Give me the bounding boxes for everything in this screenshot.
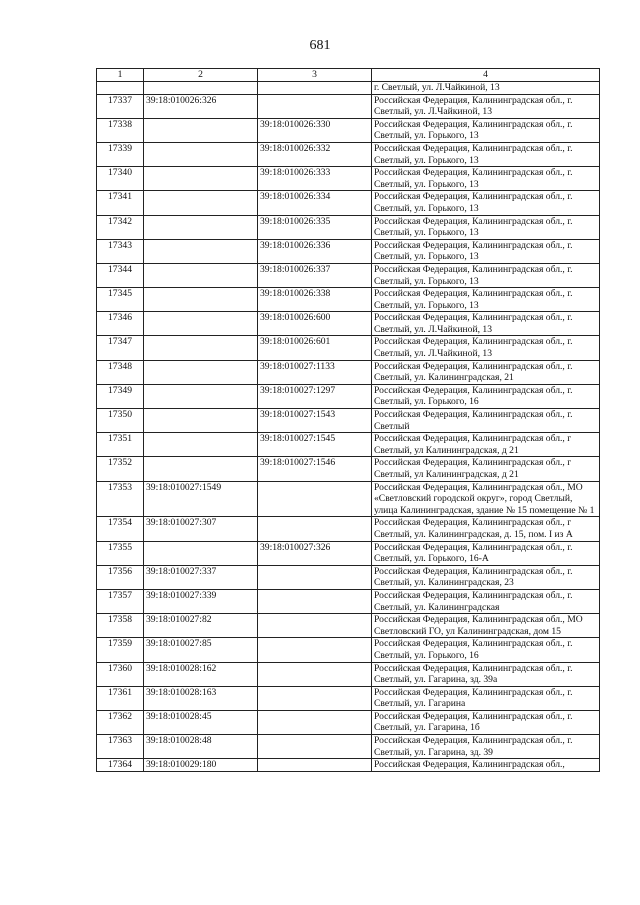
table-row — [97, 541, 600, 565]
cadastral-number-cell — [144, 336, 258, 360]
row-number-cell: 17363 — [97, 735, 144, 759]
row-number-cell: 17337 — [97, 94, 144, 118]
cadastral-number-cell: 39:18:010027:337 — [144, 565, 258, 589]
cadastral-number-cell — [144, 191, 258, 215]
column-header: 1 — [97, 69, 144, 82]
cadastral-number-cell — [258, 710, 372, 734]
row-number-cell: 17361 — [97, 686, 144, 710]
cadastral-number-cell: 39:18:010026:338 — [258, 288, 372, 312]
cadastral-number-cell — [258, 686, 372, 710]
address-cell: Российская Федерация, Калининградская обл., г. Светлый, ул. Горького, 13 — [372, 239, 600, 263]
address-cell: г. Светлый, ул. Л.Чайкиной, 13 — [372, 82, 600, 95]
cadastral-number-cell: 39:18:010027:326 — [258, 541, 372, 565]
cadastral-number-cell — [144, 239, 258, 263]
address-cell: Российская Федерация, Калининградская обл., г. Светлый, ул. Горького, 16 — [372, 638, 600, 662]
table-row — [97, 336, 600, 360]
address-cell: Российская Федерация, Калининградская обл., МО Светловский ГО, ул Калининградская, дом 15 — [372, 614, 600, 638]
row-number-cell: 17349 — [97, 384, 144, 408]
row-number-cell — [97, 82, 144, 95]
row-number-cell: 17353 — [97, 481, 144, 517]
cadastral-number-cell: 39:18:010026:326 — [144, 94, 258, 118]
row-number-cell: 17348 — [97, 360, 144, 384]
continuation-row — [97, 82, 600, 95]
row-number-cell: 17357 — [97, 589, 144, 613]
table-body — [97, 82, 600, 772]
row-number-cell: 17362 — [97, 710, 144, 734]
page-number: 681 — [309, 38, 331, 53]
cadastral-number-cell — [144, 142, 258, 166]
table-row — [97, 638, 600, 662]
address-cell: Российская Федерация, Калининградская обл., г. Светлый, ул. Гагарина, 1б — [372, 710, 600, 734]
cadastral-number-cell: 39:18:010028:163 — [144, 686, 258, 710]
cadastral-number-cell: 39:18:010027:1133 — [258, 360, 372, 384]
cadastral-number-cell — [258, 517, 372, 541]
row-number-cell: 17344 — [97, 263, 144, 287]
address-cell: Российская Федерация, Калининградская обл., г. Светлый — [372, 409, 600, 433]
address-cell: Российская Федерация, Калининградская обл., г. Светлый, ул. Л.Чайкиной, 13 — [372, 336, 600, 360]
table-row — [97, 191, 600, 215]
cadastral-number-cell — [144, 360, 258, 384]
address-cell: Российская Федерация, Калининградская обл., г. Светлый, ул. Калининградская — [372, 589, 600, 613]
row-number-cell: 17358 — [97, 614, 144, 638]
cadastral-number-cell: 39:18:010027:339 — [144, 589, 258, 613]
row-number-cell: 17339 — [97, 142, 144, 166]
address-cell: Российская Федерация, Калининградская обл., г. Светлый, ул. Л.Чайкиной, 13 — [372, 312, 600, 336]
cadastral-number-cell: 39:18:010028:162 — [144, 662, 258, 686]
cadastral-number-cell: 39:18:010028:48 — [144, 735, 258, 759]
cadastral-number-cell: 39:18:010026:332 — [258, 142, 372, 166]
cadastral-number-cell: 39:18:010026:334 — [258, 191, 372, 215]
address-cell: Российская Федерация, Калининградская обл., — [372, 759, 600, 772]
cadastral-number-cell — [144, 263, 258, 287]
row-number-cell: 17345 — [97, 288, 144, 312]
table-row — [97, 735, 600, 759]
cadastral-number-cell — [258, 662, 372, 686]
cadastral-number-cell — [144, 167, 258, 191]
table-row — [97, 312, 600, 336]
cadastral-number-cell: 39:18:010028:45 — [144, 710, 258, 734]
cadastral-number-cell: 39:18:010026:337 — [258, 263, 372, 287]
row-number-cell: 17341 — [97, 191, 144, 215]
cadastral-number-cell: 39:18:010027:1543 — [258, 409, 372, 433]
address-cell: Российская Федерация, Калининградская обл., г Светлый, ул. Калининградская, д. 15, пом. I из А — [372, 517, 600, 541]
cadastral-number-cell: 39:18:010026:335 — [258, 215, 372, 239]
cadastral-number-cell — [258, 481, 372, 517]
column-header-row — [97, 69, 600, 82]
row-number-cell: 17338 — [97, 118, 144, 142]
column-header: 2 — [144, 69, 258, 82]
cadastral-number-cell — [258, 735, 372, 759]
address-cell: Российская Федерация, Калининградская обл., г. Светлый, ул. Горького, 13 — [372, 142, 600, 166]
table-row — [97, 239, 600, 263]
address-cell: Российская Федерация, Калининградская обл., г. Светлый, ул. Калининградская, 21 — [372, 360, 600, 384]
cadastral-number-cell — [258, 94, 372, 118]
table-row — [97, 759, 600, 772]
column-header: 4 — [372, 69, 600, 82]
cadastral-number-cell: 39:18:010027:1545 — [258, 433, 372, 457]
cadastral-number-cell — [258, 565, 372, 589]
table-row — [97, 686, 600, 710]
cadastral-number-cell — [258, 589, 372, 613]
table-row — [97, 384, 600, 408]
row-number-cell: 17343 — [97, 239, 144, 263]
cadastral-number-cell: 39:18:010026:600 — [258, 312, 372, 336]
cadastral-number-cell — [258, 614, 372, 638]
cadastral-number-cell: 39:18:010029:180 — [144, 759, 258, 772]
row-number-cell: 17340 — [97, 167, 144, 191]
table-row — [97, 457, 600, 481]
address-cell: Российская Федерация, Калининградская обл., г. Светлый, ул. Гагарина, зд. 39а — [372, 662, 600, 686]
cadastral-number-cell — [144, 288, 258, 312]
cadastral-number-cell — [144, 118, 258, 142]
row-number-cell: 17356 — [97, 565, 144, 589]
table-row — [97, 614, 600, 638]
table-row — [97, 288, 600, 312]
address-cell: Российская Федерация, Калининградская обл., МО «Светловский городской округ», город Светлый, улица Калининградская, здание № 15 помещение № 1 — [372, 481, 600, 517]
row-number-cell: 17352 — [97, 457, 144, 481]
row-number-cell: 17351 — [97, 433, 144, 457]
row-number-cell: 17347 — [97, 336, 144, 360]
address-cell: Российская Федерация, Калининградская обл., г. Светлый, ул. Калининградская, 23 — [372, 565, 600, 589]
address-cell: Российская Федерация, Калининградская обл., г. Светлый, ул. Горького, 16-А — [372, 541, 600, 565]
table-row — [97, 263, 600, 287]
cadastral-number-cell — [144, 433, 258, 457]
address-cell: Российская Федерация, Калининградская обл., г. Светлый, ул. Горького, 13 — [372, 288, 600, 312]
address-cell: Российская Федерация, Калининградская обл., г Светлый, ул Калининградская, д 21 — [372, 433, 600, 457]
cadastral-number-cell: 39:18:010026:336 — [258, 239, 372, 263]
table-row — [97, 94, 600, 118]
row-number-cell: 17350 — [97, 409, 144, 433]
table-row — [97, 142, 600, 166]
cadastral-number-cell: 39:18:010027:1549 — [144, 481, 258, 517]
table-row — [97, 565, 600, 589]
row-number-cell: 17354 — [97, 517, 144, 541]
address-cell: Российская Федерация, Калининградская обл., г. Светлый, ул. Горького, 16 — [372, 384, 600, 408]
cadastral-number-cell — [144, 312, 258, 336]
cadastral-number-cell: 39:18:010026:601 — [258, 336, 372, 360]
cadastral-number-cell: 39:18:010026:333 — [258, 167, 372, 191]
table-row — [97, 662, 600, 686]
registry-table — [96, 68, 600, 772]
row-number-cell: 17342 — [97, 215, 144, 239]
address-cell: Российская Федерация, Калининградская обл., г. Светлый, ул. Горького, 13 — [372, 118, 600, 142]
cadastral-number-cell: 39:18:010027:307 — [144, 517, 258, 541]
address-cell: Российская Федерация, Калининградская обл., г Светлый, ул Калининградская, д 21 — [372, 457, 600, 481]
address-cell: Российская Федерация, Калининградская обл., г. Светлый, ул. Л.Чайкиной, 13 — [372, 94, 600, 118]
cadastral-number-cell — [144, 409, 258, 433]
cadastral-number-cell — [144, 384, 258, 408]
cadastral-number-cell — [144, 457, 258, 481]
table-row — [97, 118, 600, 142]
address-cell: Российская Федерация, Калининградская обл., г. Светлый, ул. Гагарина — [372, 686, 600, 710]
row-number-cell: 17360 — [97, 662, 144, 686]
table-row — [97, 589, 600, 613]
address-cell: Российская Федерация, Калининградская обл., г. Светлый, ул. Гагарина, зд. 39 — [372, 735, 600, 759]
cadastral-number-cell — [144, 541, 258, 565]
cadastral-number-cell — [258, 759, 372, 772]
table-row — [97, 433, 600, 457]
table-row — [97, 409, 600, 433]
cadastral-number-cell: 39:18:010027:82 — [144, 614, 258, 638]
table-row — [97, 710, 600, 734]
cadastral-number-cell: 39:18:010026:330 — [258, 118, 372, 142]
row-number-cell: 17346 — [97, 312, 144, 336]
row-number-cell: 17364 — [97, 759, 144, 772]
address-cell: Российская Федерация, Калининградская обл., г. Светлый, ул. Горького, 13 — [372, 263, 600, 287]
cadastral-number-cell — [144, 82, 258, 95]
table-row — [97, 481, 600, 517]
cadastral-number-cell: 39:18:010027:1546 — [258, 457, 372, 481]
table-row — [97, 215, 600, 239]
table-row — [97, 360, 600, 384]
table-row — [97, 517, 600, 541]
cadastral-number-cell: 39:18:010027:1297 — [258, 384, 372, 408]
address-cell: Российская Федерация, Калининградская обл., г. Светлый, ул. Горького, 13 — [372, 167, 600, 191]
cadastral-number-cell — [144, 215, 258, 239]
table-row — [97, 167, 600, 191]
address-cell: Российская Федерация, Калининградская обл., г. Светлый, ул. Горького, 13 — [372, 215, 600, 239]
address-cell: Российская Федерация, Калининградская обл., г. Светлый, ул. Горького, 13 — [372, 191, 600, 215]
column-header: 3 — [258, 69, 372, 82]
row-number-cell: 17355 — [97, 541, 144, 565]
cadastral-number-cell — [258, 638, 372, 662]
cadastral-number-cell: 39:18:010027:85 — [144, 638, 258, 662]
row-number-cell: 17359 — [97, 638, 144, 662]
cadastral-number-cell — [258, 82, 372, 95]
